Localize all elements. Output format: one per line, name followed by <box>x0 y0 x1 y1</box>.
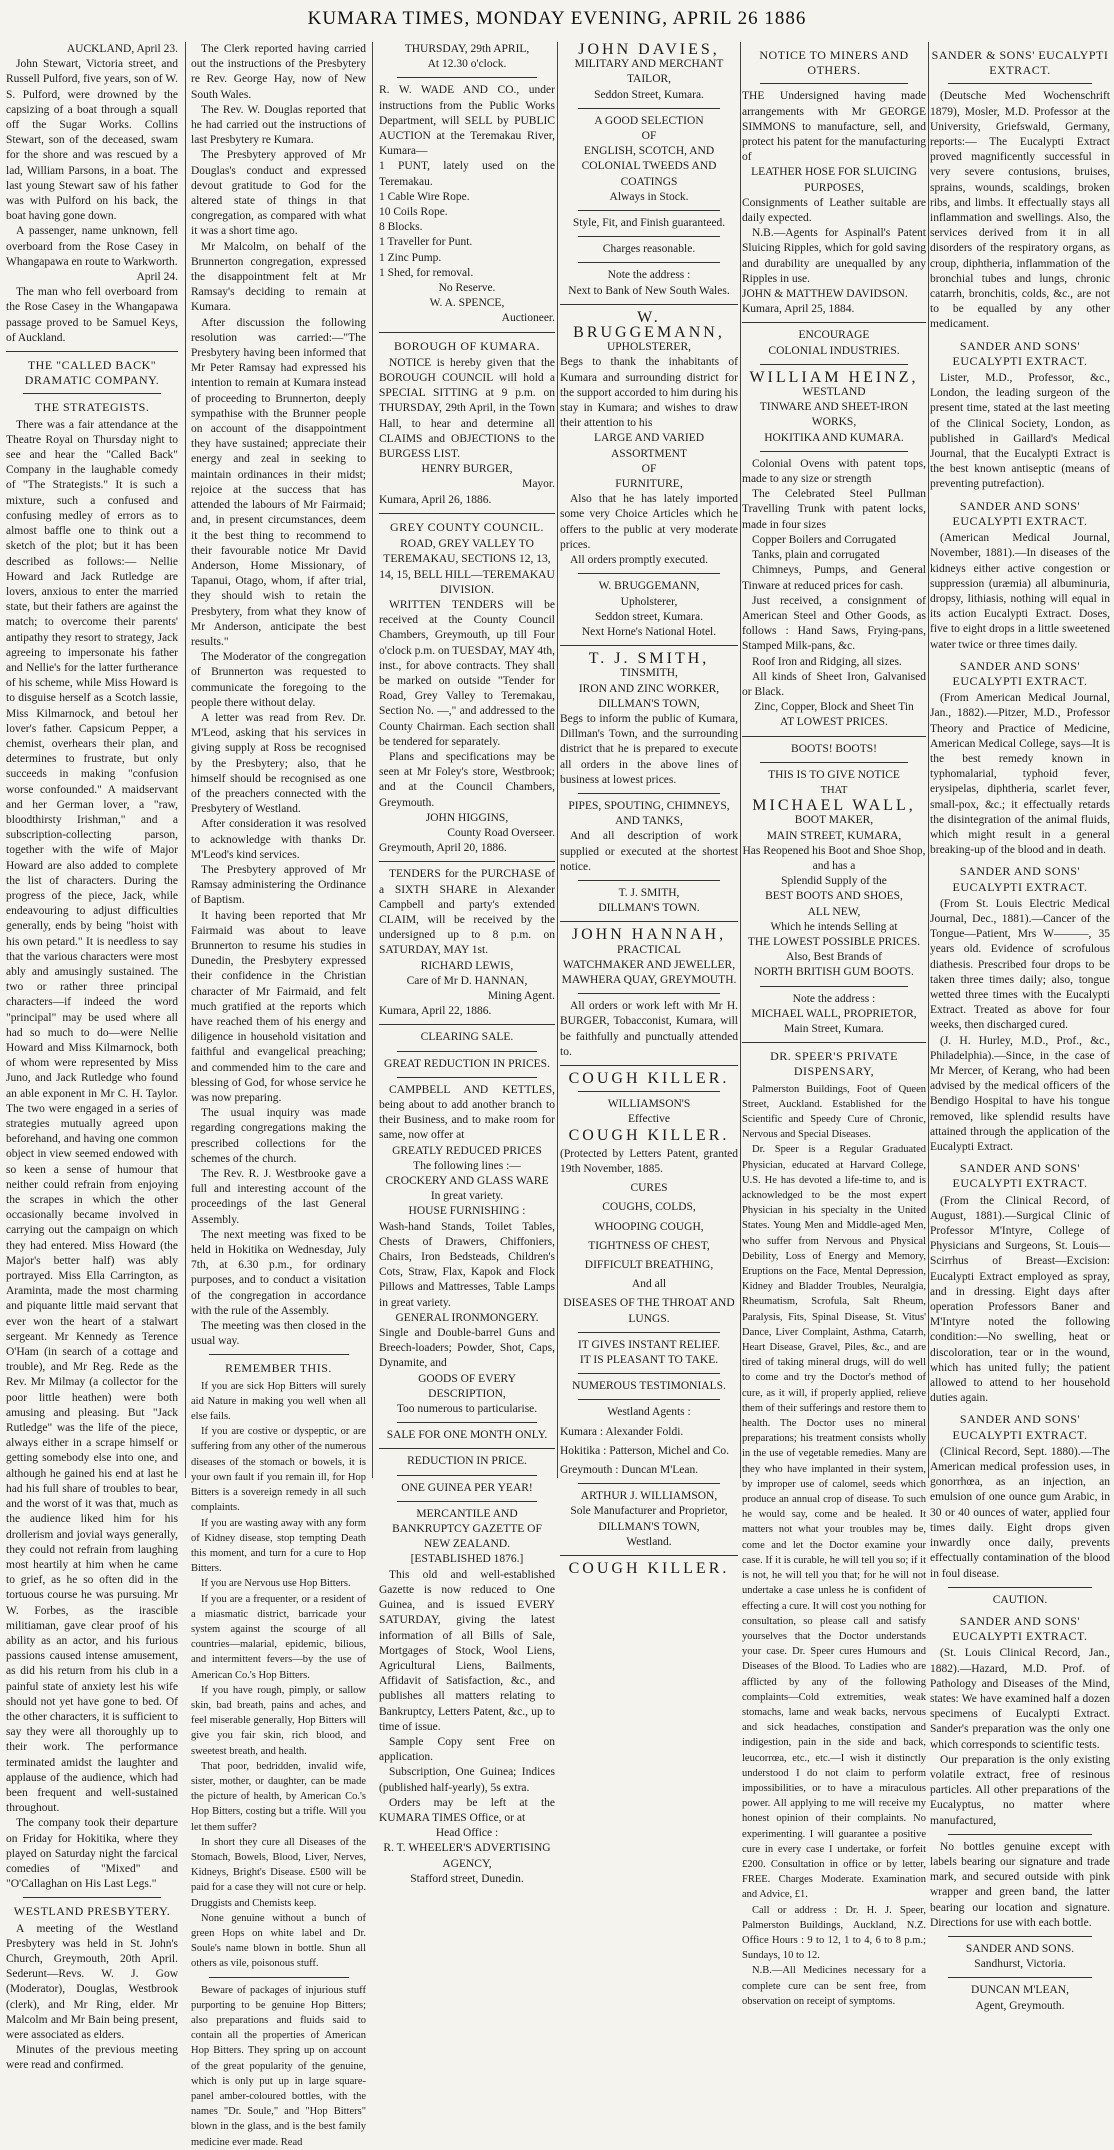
ad-text: Just received, a consignment of American Steel and Other Goods, as follows : Hand Saws, Frying-pans, Stamped Milk-pans, &c. <box>742 594 926 653</box>
ad-line: DILLMAN'S TOWN, <box>598 697 700 710</box>
divider <box>578 210 720 211</box>
column-rule <box>928 42 929 1478</box>
ad-line: MILITARY AND MERCHANT <box>574 58 724 71</box>
ad-text: Consignments of Leather suitable are daily expected. <box>742 196 926 225</box>
ad-line: IT GIVES INSTANT RELIEF. <box>577 1338 721 1351</box>
divider <box>578 793 720 794</box>
ad-line: Note the address : <box>792 992 876 1005</box>
auction-items <box>379 159 555 281</box>
ad-heading: GREATLY REDUCED PRICES <box>392 1144 542 1157</box>
divider <box>948 1936 1092 1937</box>
ad-text: And all description of work supplied or executed at the shortest notice. <box>560 830 738 873</box>
divider <box>23 393 161 394</box>
ad-heading: WILLIAM HEINZ, <box>749 368 919 386</box>
signature: DUNCAN M'LEAN, <box>971 1984 1069 1997</box>
ad-heading: DR. SPEER'S PRIVATE DISPENSARY, <box>770 1049 898 1079</box>
ad-line: Zinc, Copper, Block and Sheet Tin <box>754 701 914 714</box>
divider <box>578 1399 720 1400</box>
ad-heading: JOHN DAVIES, <box>578 41 720 58</box>
ad-text: N.B.—All Medicines necessary for a complete cure can be sent free, from observation on receipt of symptoms. <box>742 1965 926 2007</box>
notice-text: Subscription, One Guinea; Indices (published half-yearly), 5s extra. <box>379 1766 555 1794</box>
ad-heading: SANDER AND SONS' EUCALYPTI EXTRACT. <box>952 658 1088 688</box>
ad-heading: THIS IS TO GIVE NOTICE <box>768 768 900 781</box>
ad-line: PIPES, SPOUTING, CHIMNEYS, AND TANKS, <box>568 799 730 828</box>
signature: T. J. SMITH, <box>618 886 680 899</box>
masthead: KUMARA TIMES, MONDAY EVENING, APRIL 26 1886 <box>307 8 807 29</box>
column-rule <box>372 42 373 1478</box>
ad-line: LARGE AND VARIED ASSORTMENT <box>593 432 705 460</box>
auction-item: 1 Traveller for Punt. <box>379 236 473 249</box>
ad-line: NUMEROUS TESTIMONIALS. <box>572 1380 726 1393</box>
ad-line: ENGLISH, SCOTCH, AND COLONIAL TWEEDS AND COATINGS <box>581 145 717 188</box>
ad-line: Which he intends Selling at <box>770 920 898 933</box>
ad-paragraph: If you are costive or dyspeptic, or are suffering from any other of the numerous diseases of the stomach or bowels, it is your own fault if you remain ill, for Hop Bitters is a sovereign remedy in all such complaints. <box>191 1426 366 1514</box>
notice-text: NOTICE is hereby given that the BOROUGH COUNCIL will hold a SPECIAL SITTING at 9 p.m. on THURSDAY, 29th April, in the Town Hall, to hear and determine all CLAIMS and OBJECTIONS to the BURGESS LIST. <box>379 356 555 461</box>
testimonial: (Clinical Record, Sept. 1880).—The American medical profession uses, in gonorrhœa, as an injection, an emulsion of one ounce gum Arabic, in 30 or 40 ounces of water, applied four times daily. Eight drops given inwardly once daily, prevents effectually contamination of the blood in foul disease. <box>930 1445 1110 1580</box>
signature: W. BRUGGEMANN, <box>598 580 700 593</box>
article-subheading: THE STRATEGISTS. <box>34 400 150 415</box>
divider <box>6 351 178 352</box>
divider <box>560 1065 738 1066</box>
testimonial: Lister, M.D., Professor, &c., London, the leading surgeon of the present time, stated at the last meeting of the Clinical Society, London, as published in Gaillard's Medical Journal, that the Eucalypti Extract is the best known antiseptic (means of preventing putrefaction). <box>930 372 1110 491</box>
auction-item: 1 PUNT, lately used on the Teremakau. <box>379 160 555 188</box>
column-rule <box>185 42 186 1478</box>
divider <box>397 1422 538 1423</box>
ad-text: Tanks, plain and corrugated <box>752 549 880 562</box>
ad-line: WHOOPING COUGH, <box>594 1220 704 1233</box>
news-paragraph: Minutes of the previous meeting were read and confirmed. <box>6 2044 178 2072</box>
news-paragraph: The Rev. R. J. Westbrooke gave a full and interesting account of the proceedings of the last General Assembly. <box>191 1168 366 1226</box>
divider <box>560 1555 738 1556</box>
divider <box>578 1332 720 1333</box>
column-1 <box>6 42 178 2072</box>
notice-text: This old and well-established Gazette is now reduced to One Guinea, and is issued EVERY SATURDAY, giving the latest information of all Bills of Sale, Mortgages of Stock, Wool Liens, Agricultural Liens, Bailments, Affidavit of Satisfaction, &c., and publishes all matters relating to Bankruptcy, Letters Patent, &c., up to time of issue. <box>379 1568 555 1733</box>
news-paragraph: There was a fair attendance at the Theatre Royal on Thursday night to see and hear the "Called Back" Company in the laughable comedy of "The Strategists." It is such a mixture, such a confused and confusing medley of errors as to almost baffle one to think out a sketch of the plot; but it has been described as follows:— Nellie Howard and Jack Rutledge are lovers, anxious to enter the married state, but their fathers are against the match; to overcome their parents' antipathy they resort to strategy, Jack agreeing to impersonate his father and Nellie's for the latter furtherance of his scheme, while Miss Howard is to disguise herself as a Scotch lassie, Miss Kilmarnock, and betoul her lover's father. Capsicum Pepper, a chemist, overhears their plan, and determines to frustrate, but only succeeds in making "confusion worse confounded." A maidservant and her German lover, a "raw, bloodthirsty Irishman," and a subscription-collecting parson, together with the wife of Major Howard are also added to complete the list of characters. During the progress of the piece, Jack, while endeavouring to adjust difficulties generally, ends by being "hoist with his own petard." It is needless to say that the various characters were most ably and amusingly sustained. The two or rather three principal characters—if indeed the word "principal" may be used where all had so much to do—were Nellie Howard and Miss Kilmarnock, both of whom were represented by Miss Juno, and Jack Rutledge who found an able exponent in Mr C. H. Taylor. The two were engaged in a series of strategies mutually agreed upon beforehand, and having one common object in view seemed endowed with so keen a sense of humour that neither could refrain from enjoying the scrapes in which the other occasionally became involved in carrying out the campaign on which they had entered. Miss Howard (the Major's better half) was ably portrayed. Miss Ella Carrington, as Araminta, made the most charming and piquante little maid servant that ever won the heart of a stalwart sergeant. Mr Kennedy as Terence O'Ham (in search of a cottage and trouble), and Mr Reg. Rede as the Rev. Mr Milmay (a collector for the poor little heathen) were both amusing and pleasing. But "Jack Rutledge" was the life of the piece, always either in a scrape himself or getting somebody else into one, and although he gained his end at last he had his full share of troubles to bear, and the worst of it was that, much as the audience liked him for his drollerism and jovial ways generally, they could not refrain from laughing most heartily at him when he came to grief, as he so often did in the tortuous course he was pursuing. Mr W. Forbes, as the irascible militiaman, gave clear proof of his ability as an actor, and his furious passions caused intense amusement, as did his return from his club in a painful state of anxiety lest his wife should not yet have gone to bed. Of the other characters, it is sufficient to say they were all thoroughly up to their work. The performance terminated amidst the laughter and applause of the audience, which had been frequent and well-sustained throughout. <box>6 418 178 1815</box>
divider <box>578 993 720 994</box>
ad-line: Splendid Supply of the <box>781 875 887 888</box>
divider <box>948 1977 1092 1978</box>
news-paragraph: The Presbytery approved of Mr Ramsay administering the Ordinance of Baptism. <box>191 863 366 907</box>
notice-text: Single and Double-barrel Guns and Breech-loaders; Powder, Shot, Caps, Dynamite, and <box>379 1327 555 1370</box>
signature-title: Upholsterer, <box>620 595 678 608</box>
ad-heading: SANDER AND SONS' EUCALYPTI EXTRACT. <box>952 338 1088 368</box>
ad-line: COUGHS, COLDS, <box>602 1201 696 1214</box>
divider <box>578 236 720 237</box>
news-paragraph: The meeting was then closed in the usual way. <box>191 1320 366 1348</box>
ad-text: Roof Iron and Ridging, all sizes. <box>752 655 902 668</box>
ad-line: Sole Manufacturer and Proprietor, <box>570 1505 728 1518</box>
ad-line: Stafford street, Dunedin. <box>410 1872 524 1885</box>
notice-text: WRITTEN TENDERS will be received at the County Council Chambers, Greymouth, up till Four o'clock p.m. on TUESDAY, MAY 4th, inst., for above contracts. They shall be marked on outside "Tender for Road, Grey Valley to Teremakau, Section No. —," and addressed to the County Chairman. Each section shall be tendered for separately. <box>379 598 555 748</box>
ad-line: BEST BOOTS AND SHOES, <box>765 890 903 903</box>
ad-heading: GREY COUNTY COUNCIL. <box>389 519 545 534</box>
ad-heading: SANDER AND SONS' EUCALYPTI EXTRACT. <box>952 864 1088 894</box>
auction-item: 8 Blocks. <box>379 221 423 234</box>
divider <box>760 451 907 452</box>
ad-heading: JOHN HANNAH, <box>571 926 727 944</box>
divider <box>578 1091 720 1092</box>
auctioneer-title: Auctioneer. <box>501 312 555 325</box>
divider <box>760 986 907 987</box>
auctioneer-name: W. A. SPENCE, <box>429 297 505 310</box>
article-heading: THE "CALLED BACK" DRAMATIC COMPANY. <box>24 358 160 388</box>
ad-heading: GOODS OF EVERY DESCRIPTION, <box>418 1372 516 1400</box>
ad-text: All orders or work left with Mr H. BURGER, Tobacconist, Kumara, will be faithfully and punctually attended to. <box>560 1000 738 1058</box>
ad-line: HOKITIKA AND KUMARA. <box>764 431 904 444</box>
divider <box>578 1373 720 1374</box>
ad-heading: SALE FOR ONE MONTH ONLY. <box>386 1429 548 1442</box>
ad-line: LEATHER HOSE FOR SLUICING PURPOSES, <box>751 166 917 194</box>
news-paragraph: The Rev. W. Douglas reported that he had carried out the instructions of last Presbytery re Kumara. <box>191 103 366 147</box>
ad-heading: SANDER AND SONS' EUCALYPTI EXTRACT. <box>952 1613 1088 1644</box>
ad-paragraph: Beware of packages of injurious stuff purporting to be genuine Hop Bitters; also preparations and fluids said to contain all the properties of American Hop Bitters. They spring up on account of the great popularity of the genuine, which is only put up in large square-panel amber-coloured bottles, with the names "Dr. Soule," and "Hop Bitters" blown in the glass, and is the best family medicine ever made. Read <box>191 1984 366 2148</box>
column-6 <box>930 42 1110 2012</box>
ad-line: DILLMAN'S TOWN, <box>598 1520 700 1533</box>
news-paragraph: The Presbytery approved of Mr Douglas's conduct and expressed devout gratitude to God for the altered state of things in that congregation, as compared with what it was a short time ago. <box>191 149 366 238</box>
news-paragraph: The next meeting was fixed to be held in Hokitika on Wednesday, July 7th, at 6.30 p.m., for ordinary purposes, and to conduct a visitation of the congregation in accordance with the rule of the Assembly. <box>191 1228 366 1317</box>
article-heading: WESTLAND PRESBYTERY. <box>13 1904 171 1919</box>
divider <box>742 736 926 737</box>
ad-line: IT IS PLEASANT TO TAKE. <box>579 1354 719 1367</box>
ad-line: Agent, Greymouth. <box>975 1999 1065 2012</box>
notice-text: Plans and specifications may be seen at Mr Foley's store, Westbrook; and at the Council Chambers, Greymouth. <box>379 750 555 809</box>
divider <box>379 1024 555 1025</box>
ad-line: COLONIAL INDUSTRIES. <box>768 344 900 357</box>
notice-date: Kumara, April 22, 1886. <box>379 1005 492 1018</box>
ad-line: Westland Agents : <box>607 1406 691 1419</box>
divider <box>948 83 1092 84</box>
ad-line: Too numerous to particularise. <box>396 1403 538 1416</box>
ad-heading: COUGH KILLER. <box>568 1069 730 1087</box>
column-5 <box>742 42 926 2007</box>
ad-line: CAUTION. <box>992 1593 1048 1606</box>
signature: JOHN & MATTHEW DAVIDSON. <box>742 288 908 301</box>
ad-heading: SANDER & SONS' EUCALYPTI EXTRACT. <box>931 48 1109 78</box>
ad-heading: BOROUGH OF KUMARA. <box>393 338 540 353</box>
divider <box>578 262 720 263</box>
ad-text: All orders promptly executed. <box>570 554 708 567</box>
column-4 <box>560 41 738 1578</box>
ad-heading: GREAT REDUCTION IN PRICES. <box>384 1057 550 1070</box>
news-paragraph: The Clerk reported having carried out the instructions of the Presbytery re Rev. George Hay, now of New South Wales. <box>191 43 366 101</box>
notice-date: Kumara, April 25, 1884. <box>742 303 855 316</box>
news-paragraph: After consideration it was resolved to acknowledge with thanks Dr. M'Leod's kind services. <box>191 818 366 861</box>
ad-text: Begs to thank the inhabitants of Kumara and surrounding district for the support accorded to him during his stay in Kumara; and wishes to draw their attention to his <box>560 356 738 430</box>
ad-line: ENCOURAGE <box>798 329 870 342</box>
ad-line: OF <box>641 462 657 475</box>
divider <box>379 1448 555 1449</box>
auction-intro: R. W. WADE AND CO., under instructions from the Public Works Department, will SELL by PUBLIC AUCTION at the Teremakau River, Kumara— <box>379 84 555 158</box>
news-paragraph: The man who fell overboard from the Rose Casey in the Whangapawa passage proved to be Samuel Keys, of Auckland. <box>6 286 178 344</box>
news-paragraph: A passenger, name unknown, fell overboard from the Rose Casey in Whangapawa en route to Warkworth. <box>6 225 178 268</box>
agent-entry: Kumara : Alexander Foldi. <box>560 1425 684 1438</box>
divider <box>397 1501 538 1502</box>
ad-line: Head Office : <box>435 1827 499 1840</box>
testimonial: (From American Medical Journal, Jan., 1882).—Pitzer, M.D., Professor Theory and Practice of Medicine, American Medical College, says—It is the best remedy known in typhomalarial, typhoid fever, erysipelas, diphtheria, scarlet fever, small-pox, &c.; it effectually retards the disintegration of the animal fluids, which might result in a general breaking-up of the blood and in death. <box>930 692 1110 857</box>
ad-text: Call or address : Dr. H. J. Speer, Palmerston Buildings, Auckland, N.Z. Office Hours : 9 to 12, 1 to 4, 6 to 8 p.m.; Sundays, 10 to 12. <box>742 1904 926 1962</box>
ad-line: BOOT MAKER, <box>794 814 874 827</box>
divider <box>560 921 738 922</box>
ad-text: The Celebrated Steel Pullman Travelling Trunk with patent locks, made in four sizes <box>742 488 926 531</box>
ad-line: R. T. WHEELER'S ADVERTISING AGENCY, <box>383 1842 551 1870</box>
testimonial: No bottles genuine except with labels bearing our signature and trade mark, and secured outside with pink wrapper and green band, the latter bearing our location and signature. Directions for use with each bottle. <box>930 1840 1110 1929</box>
ad-paragraph: None genuine without a bunch of green Hops on white label and Dr. Soule's name blown in bottle. Shun all others as vile, poisonous stuff. <box>191 1912 366 1970</box>
column-rule <box>557 42 558 1478</box>
ad-text: Colonial Ovens with patent tops, made to any size or strength <box>742 457 926 486</box>
ad-line: AT LOWEST PRICES. <box>780 716 888 729</box>
ad-heading: SANDER AND SONS' EUCALYPTI EXTRACT. <box>952 1412 1088 1442</box>
news-paragraph: A meeting of the Westland Presbytery was held in St. John's Church, Greymouth, 20th April. Sederunt—Revs. W. J. Gow (Moderator), Douglas, Westbrook (clerk), and Mr Ring, elder. Mr Malcolm and Mr Bain being present, were associated as elders. <box>6 1922 178 2041</box>
ad-heading: COUGH KILLER. <box>568 1126 730 1144</box>
ad-line: In great variety. <box>430 1190 504 1203</box>
news-paragraph: John Stewart, Victoria street, and Russell Pulford, five years, son of W. S. Pulford, were drowned by the capsizing of a boat through a squall off the Sugar Works. Collins Stewart, son of the deceased, swam for the shore and was rescued by a lad, William Parsons, in a boat. The last young Stewart saw of his father was with Pulford on his back, the boat having gone down. <box>6 58 178 223</box>
divider <box>397 1077 538 1078</box>
news-paragraph: It having been reported that Mr Fairmaid was about to leave Brunnerton to resume his studies in Dunedin, the Presbytery expressed their confidence in the Christian character of Mr Fairmaid, and felt much gratified at the reports which have reached them of his energy and diligence in household visitation and faithful and evangelical preaching; and commended him to the care and blessing of God, for whose service he was now preparing. <box>191 909 366 1105</box>
ad-line: DISEASES OF THE THROAT AND LUNGS. <box>563 1297 735 1325</box>
ad-heading: MICHAEL WALL, <box>752 797 916 815</box>
ad-paragraph: If you are wasting away with any form of Kidney disease, stop tempting Death this moment, and turn for a cure to Hop Bitters. <box>191 1517 366 1575</box>
divider <box>948 1834 1092 1835</box>
divider <box>560 304 738 305</box>
testimonial: Our preparation is the only existing volatile extract, free of resinous particles. All other preparations of the Eucalyptus, no matter where manufactured, <box>930 1753 1110 1827</box>
ad-line: The following lines :— <box>413 1159 521 1172</box>
divider <box>209 1354 349 1355</box>
ad-line: Charges reasonable. <box>602 243 696 256</box>
notice-text: TENDERS for the PURCHASE of a SIXTH SHARE in Alexander Campbell and party's extended CLAIM, will be received by the undersigned up to 8 p.m. on SATURDAY, MAY 1st. <box>379 868 555 957</box>
notice-date: Greymouth, April 20, 1886. <box>379 842 507 855</box>
divider <box>742 322 926 323</box>
notice-text: CAMPBELL AND KETTLES, being about to add another branch to their Business, and to make room for same, now offer at <box>379 1083 555 1142</box>
ad-line: Always in Stock. <box>609 190 689 203</box>
ad-line: OF <box>641 130 657 143</box>
divider <box>760 83 907 84</box>
ad-text: Dr. Speer is a Regular Graduated Physician, educated at Harvard College, U.S. He has devoted a life-time to, and is acknowledged to be the most expert Physician in his specialty in the United States. Young Men and Middle-aged Men, who suffer from Nervous and Physical Debility, Loss of Energy and Memory, Eruptions on the Face, Mental Depression, Kidney and Bladder Troubles, Neuralgia, Rheumatism, Scrofula, Salt Rheum, Paralysis, Fits, Spinal Disease, St. Vitus' Dance, Liver Complaint, Asthma, Catarrh, Heart Disease, Gravel, Piles, &c., and are tired of taking mineral drugs, will do well to come and try the Doctor's method of cure, as it will, if properly applied, relieve them of their sufferings and restore them to health. The Doctor uses no mineral preparations; his treatment consists wholly in the use of vegetable remedies. Many are they who have implanted in their system, by improper use of calomel, seeds which produce an annual crop of disease. To such he would say, come and be healed. It matters not what your troubles may be, come and let the Doctor examine your case. If it is curable, he will tell you so; if it is not, he will tell you that; for he will not undertake a case unless he is confident of effecting a cure. It will cost you nothing for consultation, so please call and satisfy yourselves that the Doctor understands your case. Dr. Speer cures Humours and Diseases of the Blood. To Ladies who are afflicted by any of the following complaints—Cold extremities, weak stomachs, lame and weak backs, nervous and sick headaches, constipation and indigestion, pain in the side and back, leucorrœa, etc., etc.—I wish it distinctly understood I do not claim to perform impossibilities, or to have a miraculous power. All applying to me will receive my honest opinion of their complaints. No experimenting. I will guarantee a positive cure in every case I undertake, or forfeit £200. Consultation in office or by letter, FREE. Charges Moderate. Examination and Advice, £1. <box>742 1144 926 1901</box>
divider <box>760 762 907 763</box>
ad-text: N.B.—Agents for Aspinall's Patent Sluicing Ripples, which for gold saving and durability are unequalled by any Ripples in use. <box>742 227 926 285</box>
ad-line: THAT <box>820 784 848 796</box>
ad-line: PRACTICAL <box>617 943 681 956</box>
ad-text: Copper Boilers and Corrugated <box>752 533 897 546</box>
column-3 <box>379 42 555 1885</box>
news-paragraph: Mr Malcolm, on behalf of the Brunnerton congregation, expressed the disappointment felt at Mr Ramsay's deciding to remain at Kumara. <box>191 240 366 314</box>
ad-line: Seddon Street, Kumara. <box>594 88 704 101</box>
ad-line: TAILOR, <box>626 73 672 86</box>
testimonial: (Deutsche Med Wochenschrift 1879), Mosler, M.D. Professor at the University, Griefswald, Germany, reports:— The Eucalypti Extract proved magnificently successful in very severe contusions, bruises, sprains, wounds, scaldings, broken ribs, and limbs. It effectually stays all inflammation and swellings. Also, the services derived from it in all disorders of the respiratory organs, as croup, diphtheria, inflammation of the bronchial tubes and lungs, chronic catarrh, bronchitis, colds, &c., are not to be equalled by any other medicament. <box>930 90 1110 331</box>
ad-heading: SANDER AND SONS' EUCALYPTI EXTRACT. <box>952 1161 1088 1191</box>
auction-item: 1 Zinc Pump. <box>379 251 442 264</box>
ad-line: Sandhurst, Victoria. <box>974 1958 1066 1971</box>
ad-line: WILLIAMSON'S <box>607 1098 691 1111</box>
ad-heading: T. J. SMITH, <box>588 650 710 668</box>
divider <box>948 1587 1092 1588</box>
testimonial: (From the Clinical Record, of August, 1881).—Surgical Clinic of Professor M'Intyre, College of Physicians and Surgeons, St. Louis—Scirrhus of Breast—Excision: Eucalypti Extract employed as spray, and in dressing. Eight days after operation Professors Baner and M'Intyre noted the following condition:—No swelling, heat or discoloration, tear or in the wound, which has united fully; the patient allowed to attend to her household duties again. <box>930 1194 1110 1405</box>
ad-paragraph: In short they cure all Diseases of the Stomach, Bowels, Blood, Liver, Nerves, Kidneys, Bright's Disease. £500 will be paid for a case they will not cure or help. Druggists and Chemists keep. <box>191 1836 366 1909</box>
divider <box>578 108 720 109</box>
ad-line: TINSMITH, <box>620 667 678 680</box>
testimonial: (St. Louis Clinical Record, Jan., 1882).—Hazard, M.D. Prof. of Pathology and Diseases of the Mind, states: We have examined half a dozen specimens of Eucalypti Extract. Sander's preparation was the only one which corresponds to scientific tests. <box>930 1647 1110 1751</box>
signature: RICHARD LEWIS, <box>420 959 514 972</box>
ad-line: Westland. <box>626 1535 672 1548</box>
ad-line: MAWHERA QUAY, GREYMOUTH. <box>561 973 737 986</box>
auction-item: 1 Cable Wire Rope. <box>379 190 470 203</box>
auction-time: At 12.30 o'clock. <box>427 58 507 71</box>
ad-line: MICHAEL WALL, PROPRIETOR, <box>751 1007 917 1020</box>
ad-heading: HOUSE FURNISHING : <box>408 1205 526 1218</box>
ad-line: Main Street, Kumara. <box>784 1022 884 1035</box>
article-heading: REMEMBER THIS. <box>225 1361 332 1376</box>
notice-text: Wash-hand Stands, Toilet Tables, Chests of Drawers, Chiffoniers, Chairs, Iron Bedsteads, Children's Cots, Straw, Flax, Kapok and Flock Pillows and Mattresses, Table Lamps in great variety. <box>379 1220 555 1309</box>
ad-heading: CLEARING SALE. <box>420 1031 514 1044</box>
dateline: April 24. <box>136 271 178 284</box>
testimonial: (American Medical Journal, November, 1881).—In diseases of the kidneys either active congestion or suppression (uræmia) all albuminuria, dropsy, lithiasis, nothing will equal in its action Eucalypti Extract. Doses, five to eight drops in a little sweetened water twice or three times daily. <box>930 532 1110 651</box>
divider <box>379 513 555 514</box>
ad-heading: CROCKERY AND GLASS WARE <box>385 1175 549 1188</box>
ad-line: Seddon street, Kumara. <box>595 610 703 623</box>
ad-line: Also, Best Brands of <box>786 951 882 964</box>
divider <box>760 364 907 365</box>
auction-date: THURSDAY, 29th APRIL, <box>404 43 530 55</box>
testimonial: (From St. Louis Electric Medical Journal, Dec., 1881).—Cancer of the Tongue—Patient, Mrs W———, 35 years old. Evidence of scrofulous diathesis. Prescribed four drops to be taken three times daily; also, tongue wetted three times with the Eucalypti Extract. Treated as above for four weeks, then discharged cured. <box>930 897 1110 1032</box>
ad-line: FURNITURE, <box>615 478 683 491</box>
news-paragraph: A letter was read from Rev. Dr. M'Leod, asking that his services in giving supply at Ross be recognised by the Presbytery; also, that he himself should be recognised as one of the preachers connected with the Presbytery of Westland. <box>191 711 366 816</box>
ad-line: Style, Fit, and Finish guaranteed. <box>572 217 726 230</box>
ad-paragraph: If you have rough, pimply, or sallow skin, bad breath, pains and aches, and feel miserable generally, Hop Bitters will give you fair skin, rich blood, and sweetest breath, and health. <box>191 1684 366 1757</box>
signature-care: Care of Mr D. HANNAN, <box>406 974 528 987</box>
ad-text: Begs to inform the public of Kumara, Dillman's Town, and the surrounding district that he is prepared to execute all orders in the above lines of business at lowest prices. <box>560 712 738 786</box>
ad-line: ARTHUR J. WILLIAMSON, <box>580 1490 718 1503</box>
testimonial: (J. H. Hurley, M.D., Prof., &c., Philadelphia).—Since, in the case of Mr Mercer, of Kerang, who had been advised by the medical officers of the Bendigo Hospital to have his tongue removed, like splendid results have attained through the application of the Eucalypti Extract. <box>930 1034 1110 1154</box>
signature-title: County Road Overseer. <box>447 826 555 839</box>
ad-text: All kinds of Sheet Iron, Galvanised or Black. <box>742 670 926 698</box>
ad-line: MAIN STREET, KUMARA, <box>766 829 902 842</box>
ad-line: IRON AND ZINC WORKER, <box>578 682 720 695</box>
signature: JOHN HIGGINS, <box>425 811 509 824</box>
news-paragraph: After discussion the following resolution was carried:—"The Presbytery having been informed that Mr Peter Ramsay had expressed his intention to remain at Kumara instead of proceeding to Brunnerton, deeply sympathise with the Brunner people on account of the disappointment they have sustained; appreciate their energy and zeal in seeking to maintain ordinances in their midst; rejoice at the success that has attended the labours of Mr Fairmaid; and, in present circumstances, deem it the best thing to recommend to their favourable notice Mr David Anderson, Home Missionary, of Tapanui, Otago, whom, if after trial, they should wish to retain the Presbytery, from what they know of Mr Anderson, anticipate the best results." <box>191 316 366 648</box>
notice-text: Orders may be left at the KUMARA TIMES Office, or at <box>379 1796 555 1824</box>
ad-line: THE LOWEST POSSIBLE PRICES. <box>747 935 921 948</box>
divider <box>397 1475 538 1476</box>
notice-text: Sample Copy sent Free on application. <box>379 1735 555 1764</box>
column-rule <box>740 42 741 1478</box>
ad-line: UPHOLSTERER, <box>606 341 692 354</box>
divider <box>209 1977 349 1978</box>
signature-title: Mining Agent. <box>487 989 555 1002</box>
ad-heading: SANDER AND SONS' EUCALYPTI EXTRACT. <box>952 498 1088 528</box>
ad-heading: NOTICE TO MINERS AND OTHERS. <box>759 48 909 78</box>
ad-line: TINWARE AND SHEET-IRON WORKS, <box>759 401 909 429</box>
ad-heading: COUGH KILLER. <box>568 1560 730 1578</box>
ad-line: Next Horne's National Hotel. <box>581 625 717 638</box>
divider <box>23 1897 161 1898</box>
ad-line: CURES <box>630 1182 668 1195</box>
divider <box>379 332 555 333</box>
ad-heading: BOOTS! BOOTS! <box>791 742 877 755</box>
divider <box>397 1051 538 1052</box>
ad-text: (Protected by Letters Patent, granted 19th November, 1885. <box>560 1147 738 1175</box>
divider <box>742 1042 926 1043</box>
no-reserve: No Reserve. <box>438 282 496 295</box>
ad-line: A GOOD SELECTION <box>594 114 704 127</box>
ad-line: NORTH BRITISH GUM BOOTS. <box>754 966 914 979</box>
agent-entry: Hokitika : Patterson, Michel and Co. <box>560 1444 729 1457</box>
ad-line: Effective <box>628 1113 670 1126</box>
divider <box>397 77 538 78</box>
divider <box>560 645 738 646</box>
signature: SANDER AND SONS. <box>965 1942 1075 1955</box>
ad-line: Note the address : <box>607 269 691 282</box>
ad-paragraph: If you are Nervous use Hop Bitters. <box>201 1578 351 1590</box>
signature: HENRY BURGER, <box>421 463 513 476</box>
ad-text: Chimneys, Pumps, and General Tinware at reduced prices for cash. <box>742 564 926 592</box>
ad-line: And all <box>631 1278 667 1291</box>
ad-heading: MERCANTILE AND BANKRUPTCY GAZETTE OF NEW ZEALAND. <box>392 1507 542 1551</box>
ad-line: WESTLAND <box>802 386 866 399</box>
ad-heading: ONE GUINEA PER YEAR! <box>401 1481 533 1494</box>
divider <box>578 1483 720 1484</box>
ad-line: Has Reopened his Boot and Shoe Shop, and has a <box>742 844 926 872</box>
divider <box>379 861 555 862</box>
ad-line: WATCHMAKER AND JEWELLER, <box>562 958 736 971</box>
dateline: AUCKLAND, April 23. <box>66 43 178 55</box>
ad-heading: GENERAL IRONMONGERY. <box>395 1311 539 1324</box>
auction-item: 10 Coils Rope. <box>379 206 448 219</box>
notice-date: Kumara, April 26, 1886. <box>379 493 492 506</box>
ad-paragraph: If you are a frequenter, or a resident of a miasmatic district, barricade your system against the scourge of all countries—malarial, epidemic, bilious, and intermittent fevers—by the use of American Co.'s Hop Bitters. <box>191 1593 366 1681</box>
ad-subheading: ROAD, GREY VALLEY TO TEREMAKAU, SECTIONS 12, 13, 14, 15, BELL HILL—TEREMAKAU DIVISION. <box>379 538 555 596</box>
news-paragraph: The company took their departure on Friday for Hokitika, where they played on Saturday night the farcical comedies of "Mixed" and "O'Callaghan on His Last Legs." <box>6 1817 178 1891</box>
ad-text: THE Undersigned having made arrangements with Mr GEORGE SIMMONS to manufacture, sell, and protect his patent for the manufacturing of <box>742 90 926 164</box>
news-paragraph: The Moderator of the congregation of Brunnerton was requested to communicate the foregoing to the people there without delay. <box>191 651 366 709</box>
agent-entry: Greymouth : Duncan M'Lean. <box>560 1464 699 1477</box>
ad-line: Next to Bank of New South Wales. <box>568 284 730 297</box>
ad-paragraph: That poor, bedridden, invalid wife, sister, mother, or daughter, can be made the picture of health, by American Co.'s Hop Bitters, costing but a trifle. Will you let them suffer? <box>191 1760 366 1833</box>
ad-line: ALL NEW, <box>807 905 861 918</box>
divider <box>578 573 720 574</box>
ad-line: DIFFICULT BREATHING, <box>584 1259 714 1272</box>
ad-line: DILLMAN'S TOWN. <box>598 902 700 915</box>
ad-text: Also that he has lately imported some very Choice Articles which he offers to the public at very moderate prices. <box>560 493 738 551</box>
signature-title: Mayor. <box>522 478 555 491</box>
column-2 <box>191 42 366 2148</box>
ad-heading: REDUCTION IN PRICE. <box>407 1455 527 1468</box>
ad-heading: W. BRUGGEMANN, <box>573 308 725 342</box>
ad-line: [ESTABLISHED 1876.] <box>410 1553 524 1566</box>
ad-paragraph: If you are sick Hop Bitters will surely aid Nature in making you well when all else fails. <box>191 1380 366 1423</box>
news-paragraph: The usual inquiry was made regarding congregations making the prescribed collections for the schemes of the church. <box>191 1107 366 1165</box>
ad-line: TIGHTNESS OF CHEST, <box>588 1239 710 1252</box>
divider <box>578 880 720 881</box>
auction-item: 1 Shed, for removal. <box>379 266 474 279</box>
ad-text: Palmerston Buildings, Foot of Queen Street, Auckland. Established for the Scientific and Speedy Cure of Chronic, Nervous and Special Diseases. <box>742 1083 926 1141</box>
